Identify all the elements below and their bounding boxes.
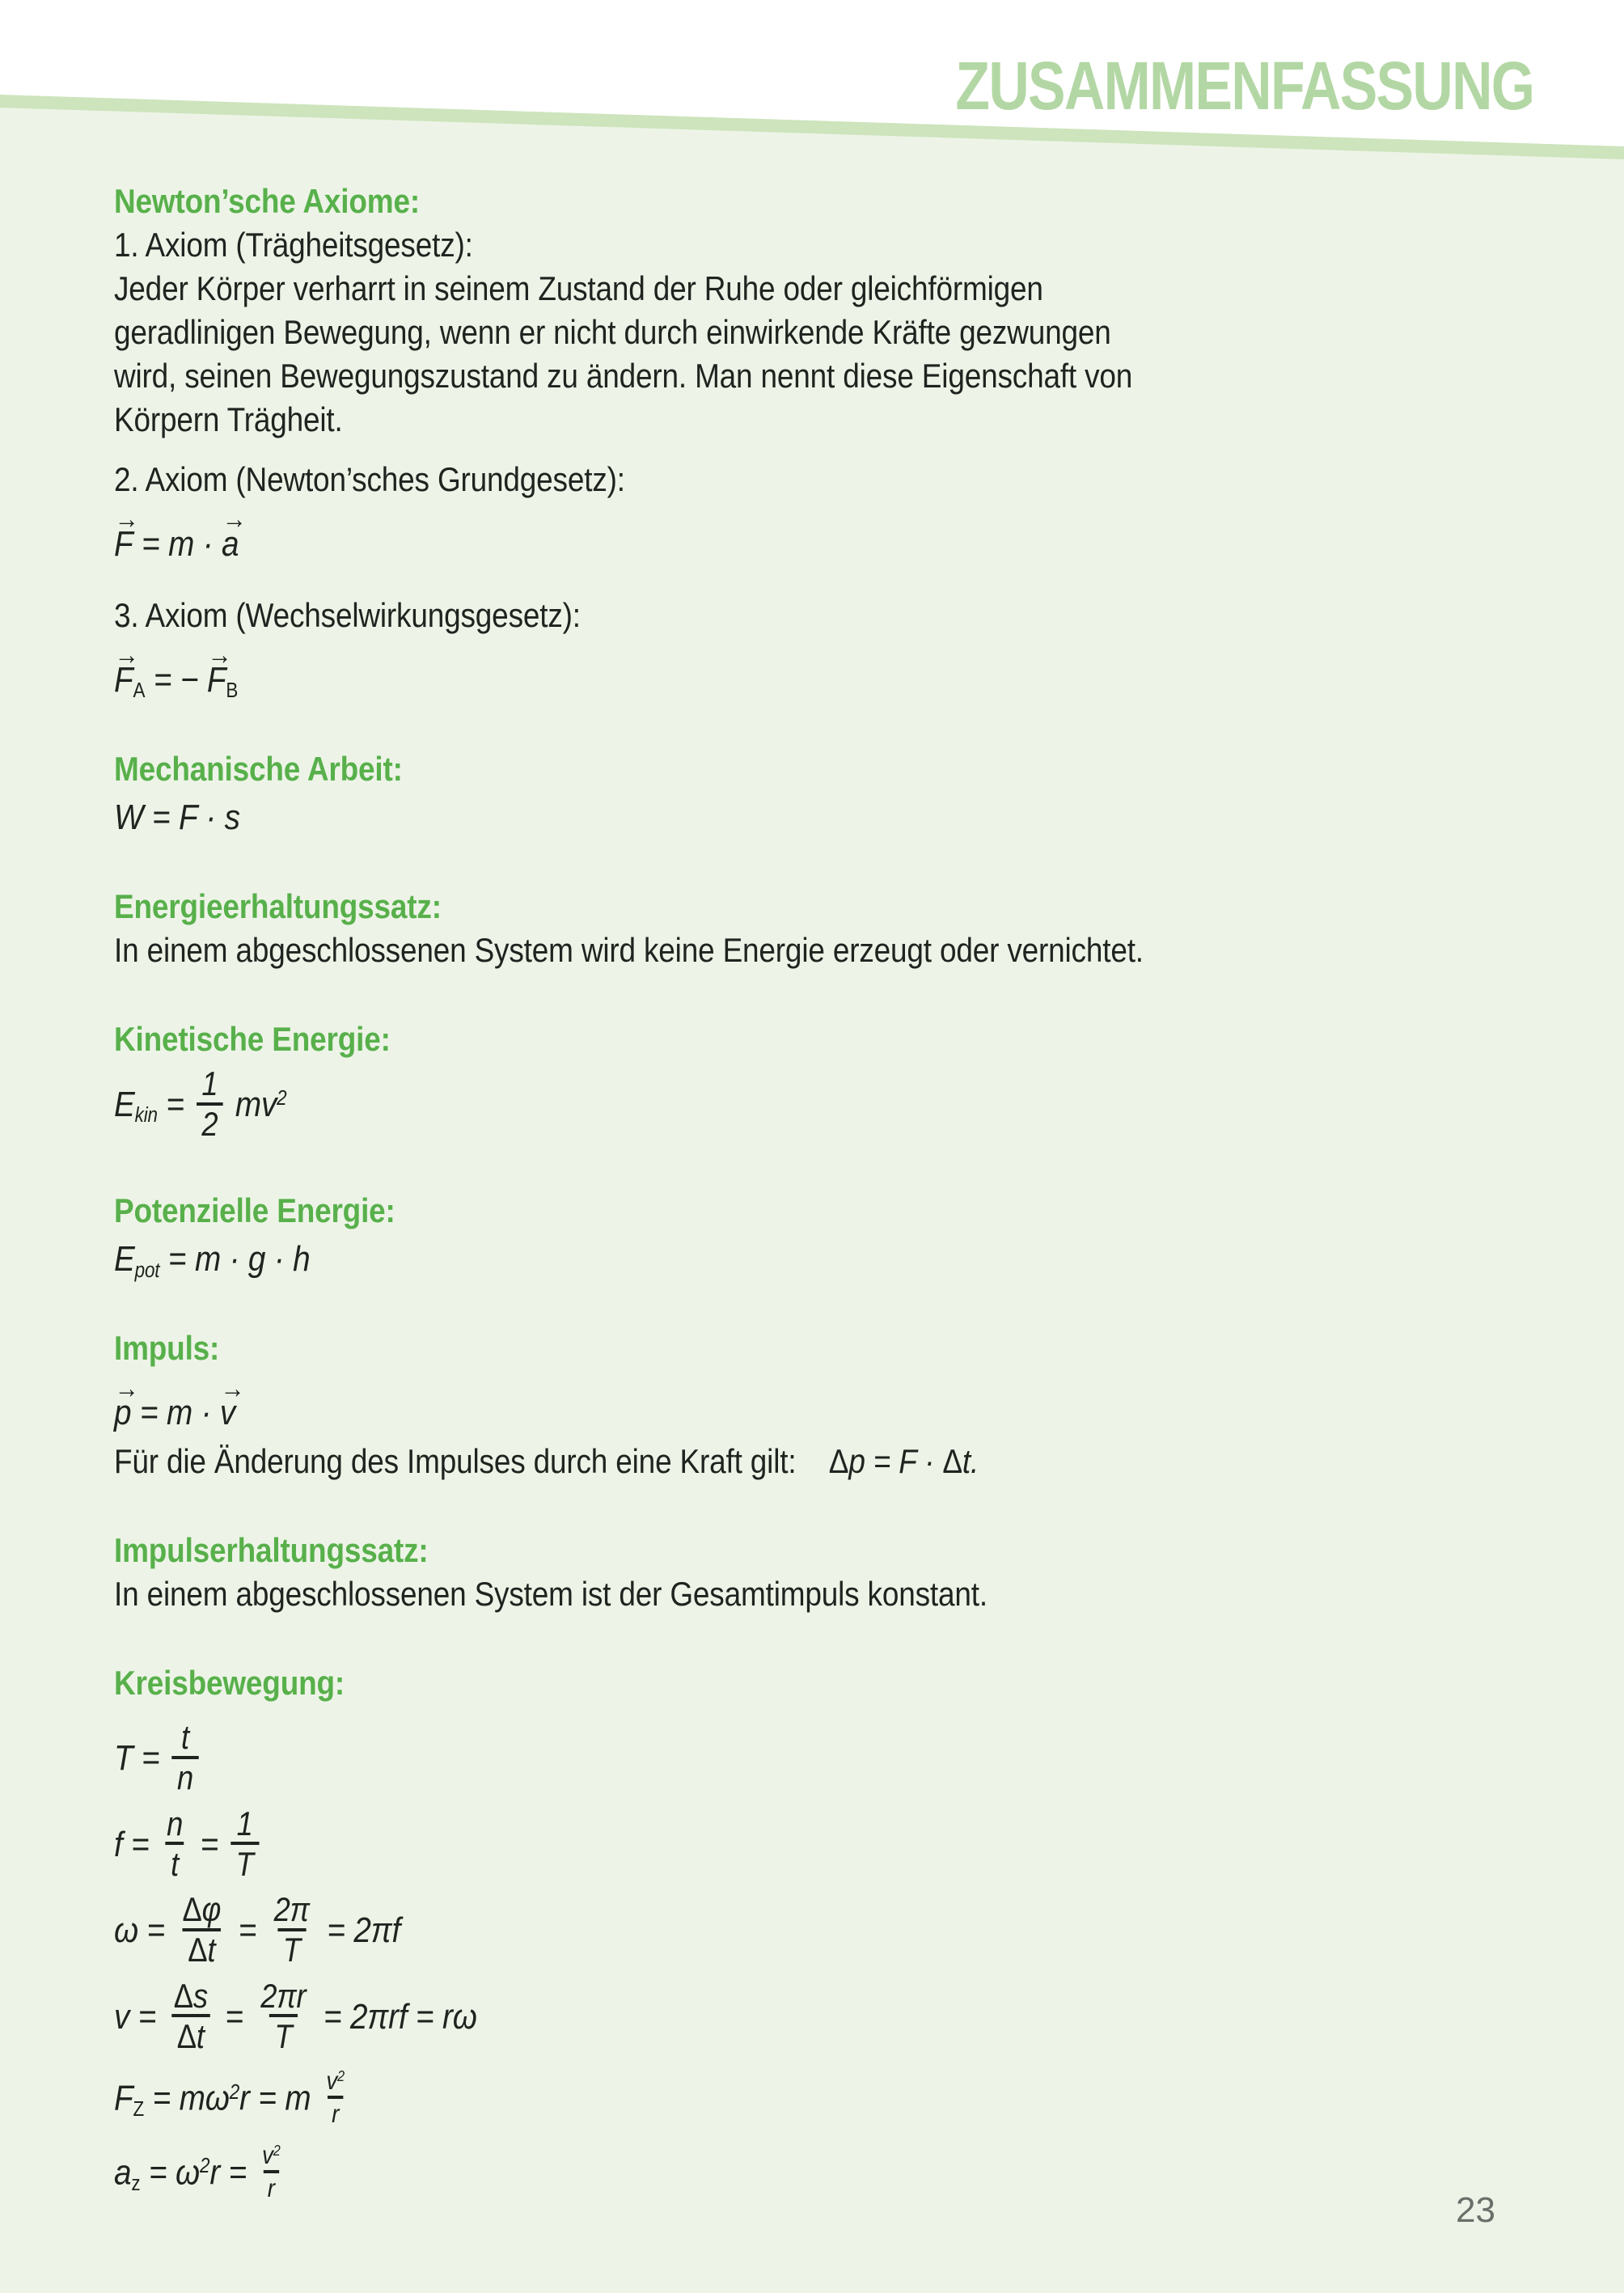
formula-orbital-velocity: v = $\frac{\Delta s}{\Delta t}$ = $\frac{2\pi r}{T}$ = 2πrf = rω [114,1977,477,2055]
heading-kinetische-energie: Kinetische Energie: [114,1020,391,1058]
impulserhaltungssatz-text: In einem abgeschlossenen System ist der Gesamtimpuls konstant. [114,1575,988,1614]
formula-angular-velocity: ω = $\frac{\Delta\varphi}{\Delta t}$ = $\frac{2\pi}{T}$ = 2πf [114,1891,401,1969]
formula-potenzielle-energie: $E_{pot} = m \cdot g \cdot h$ [114,1239,311,1282]
page-title: ZUSAMMENFASSUNG [955,48,1533,124]
section-mechanische-arbeit [114,747,1367,840]
section-kinetische-energie [114,1017,1367,1144]
formula-newton-grundgesetz: → F = m · → a [114,504,247,564]
formula-centripetal-force: $F_Z = m\omega^2r = m$ $\frac{v^2}{r}$ [114,2066,345,2128]
heading-impuls: Impuls: [114,1329,220,1368]
formula-centripetal-acceleration: $a_z = \omega^2r$ = $\frac{v^2}{r}$ [114,2140,281,2202]
heading-kreisbewegung: Kreisbewegung: [114,1664,345,1703]
heading-newton-axiome: Newton’sche Axiome: [114,182,420,220]
axiom3-title: 3. Axiom (Wechselwirkungsgesetz): [114,596,581,634]
formula-arbeit: W = F · s [114,797,240,837]
summary-content [114,180,1367,2205]
text-line: Jeder Körper verharrt in seinem Zustand der Ruhe oder gleichförmigen [114,269,1043,307]
formula-wechselwirkung: → $F_A$ = − → $F_B$ [114,640,239,703]
heading-potenzielle-energie: Potenzielle Energie: [114,1191,395,1230]
heading-mechanische-arbeit: Mechanische Arbeit: [114,750,403,788]
section-energieerhaltungssatz [114,885,1367,972]
energieerhaltungssatz-text: In einem abgeschlossenen System wird keine Energie erzeugt oder vernichtet. [114,931,1144,969]
formula-frequency: f = $\frac{n}{t}$ = $\frac{1}{T}$ [114,1809,1367,1884]
axiom1-title: 1. Axiom (Trägheitsgesetz): [114,226,473,264]
heading-impulserhaltungssatz: Impulserhaltungssatz: [114,1531,429,1570]
formula-impuls: → p = m · → v [114,1373,245,1433]
heading-energieerhaltungssatz: Energieerhaltungssatz: [114,887,442,925]
section-kreisbewegung [114,1661,1367,2204]
text-line: wird, seinen Bewegungszustand zu ändern. Man nennt diese Eigenschaft von [114,357,1133,395]
text-line: geradlinigen Bewegung, wenn er nicht durch einwirkende Kräfte gezwungen [114,313,1111,351]
axiom2-title: 2. Axiom (Newton’sches Grundgesetz): [114,460,625,498]
formula-kinetische-energie: $E_{kin}$ = $\frac{1}{2}$ $mv^2$ [114,1064,287,1143]
text-line: Körpern Trägheit. [114,400,343,438]
page-number: 23 [1456,2190,1495,2230]
section-potenzielle-energie [114,1189,1367,1281]
section-impuls [114,1326,1367,1483]
formula-period: T = $\frac{t}{n}$ [114,1723,1367,1797]
section-impulserhaltungssatz [114,1529,1367,1616]
section-newton-axiome [114,180,1367,702]
impuls-aenderung-text: Für die Änderung des Impulses durch eine Kraft gilt: Δp = F · Δt. [114,1442,979,1481]
